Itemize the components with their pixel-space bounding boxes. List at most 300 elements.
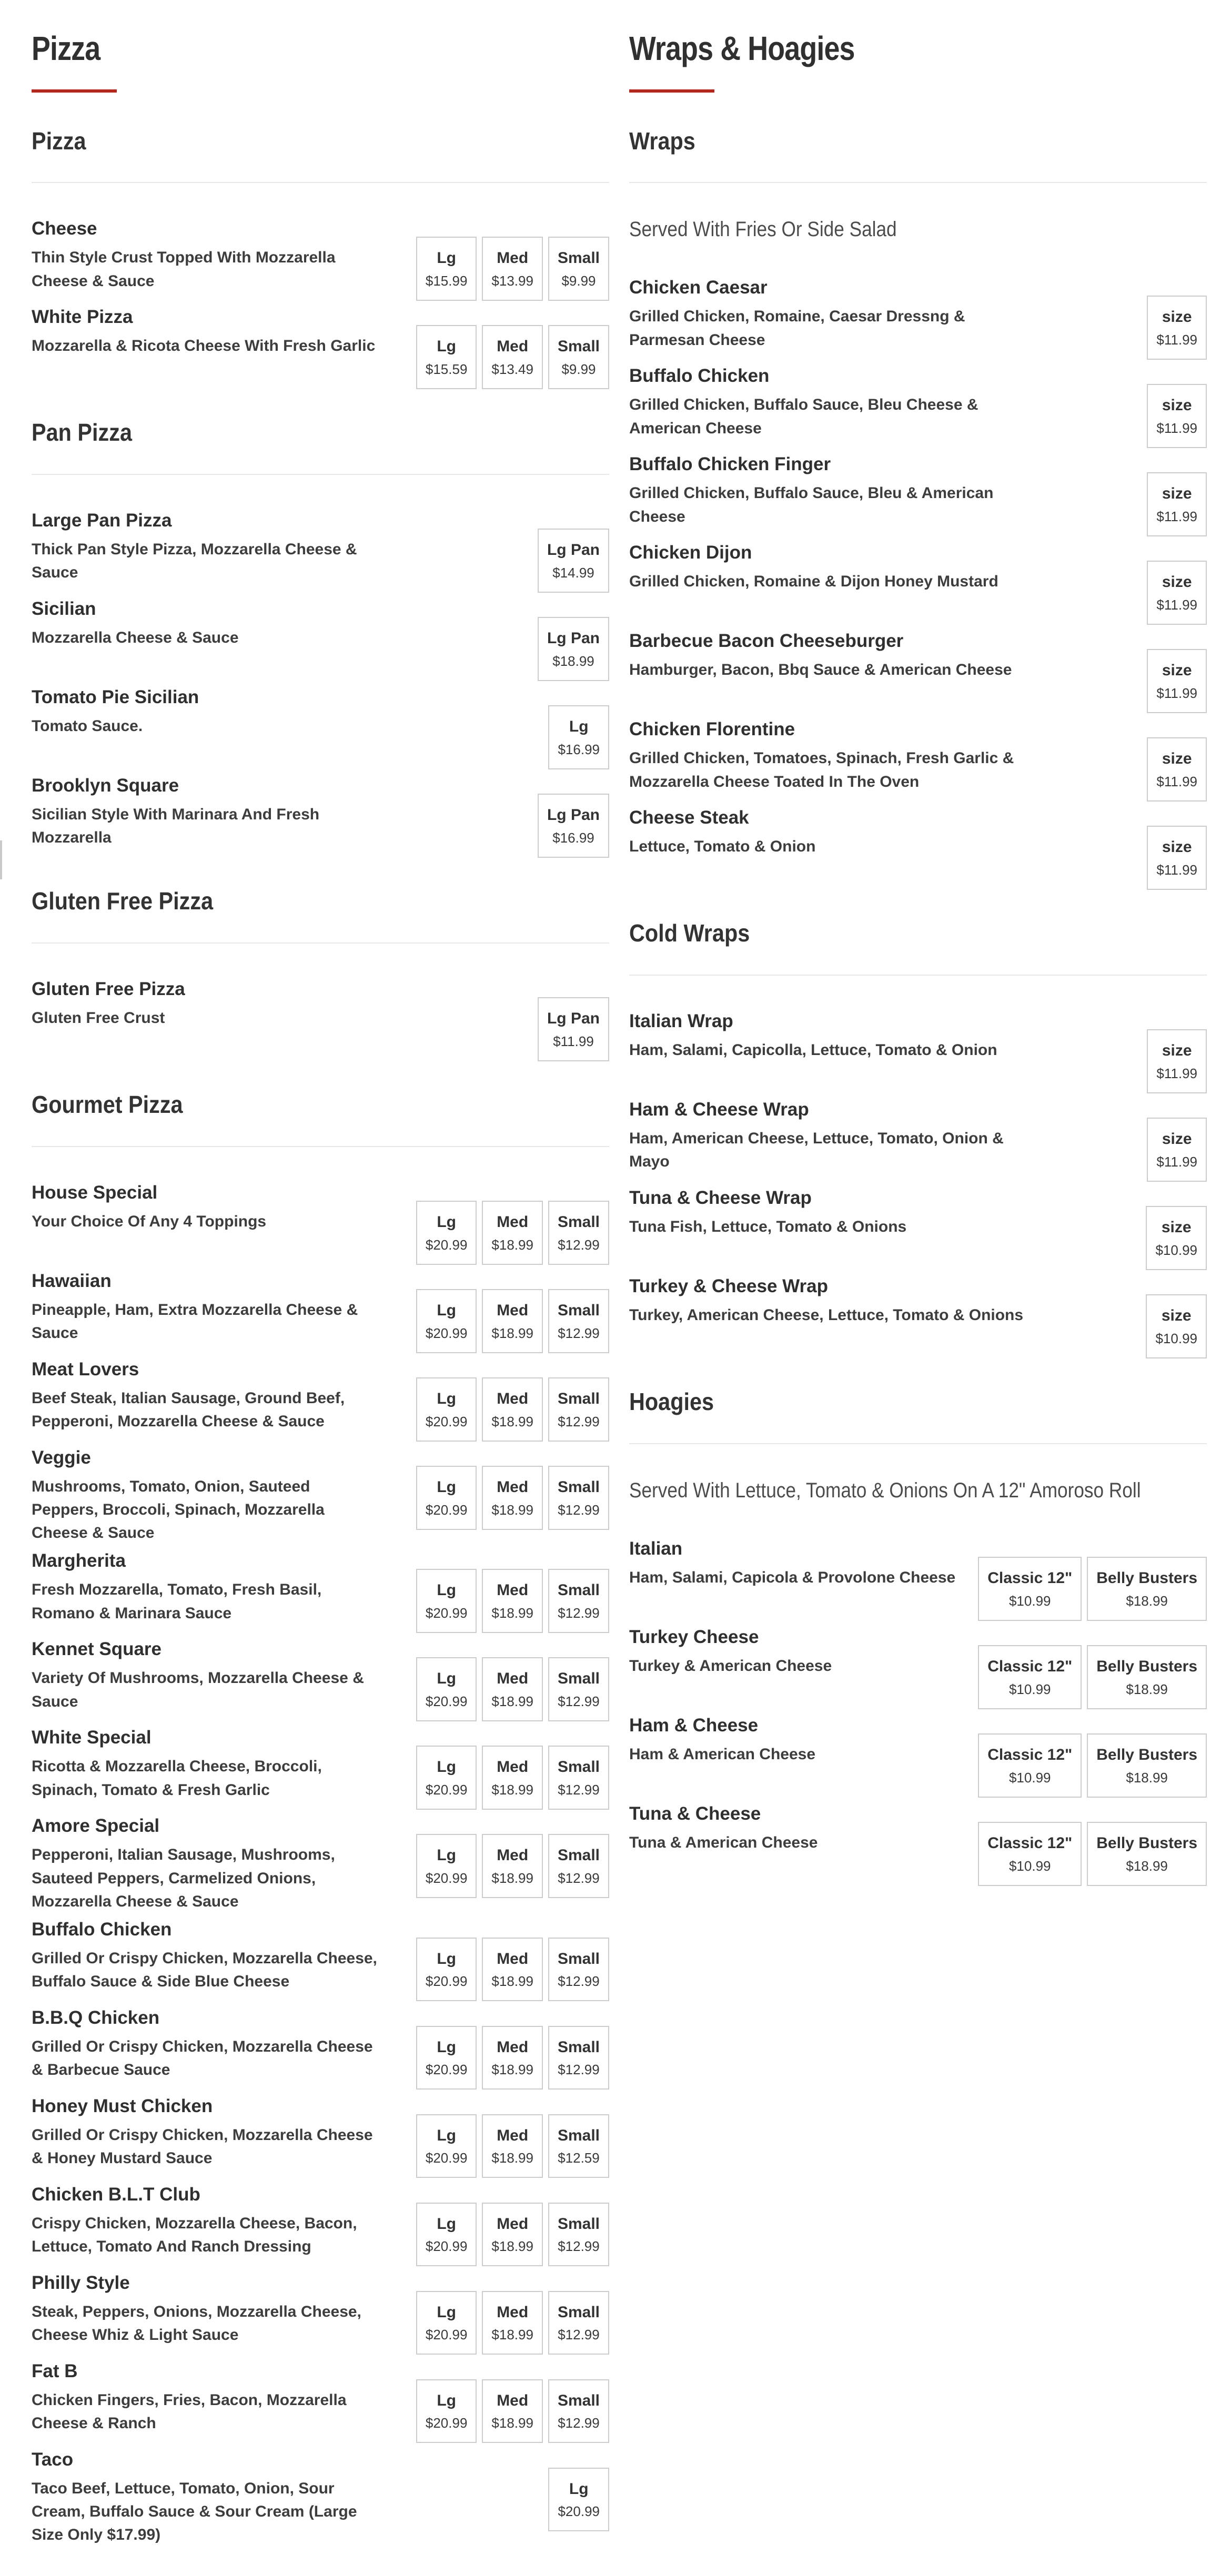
price-options xyxy=(416,1657,609,1721)
price-option-label: size xyxy=(1162,308,1192,326)
price-option-label: Med xyxy=(497,1302,529,1320)
price-options xyxy=(416,1466,609,1530)
price-option-value: $18.99 xyxy=(1126,1769,1168,1786)
price-option-label: Med xyxy=(497,1670,529,1688)
item-name: Tomato Pie Sicilian xyxy=(32,687,199,708)
price-option-value: $10.99 xyxy=(1008,1769,1051,1786)
price-option-button[interactable] xyxy=(416,237,477,301)
price-option-button[interactable] xyxy=(548,1569,609,1633)
menu-item xyxy=(32,2094,609,2178)
price-option-button[interactable] xyxy=(1147,649,1207,713)
item-name: Cheese xyxy=(32,218,97,239)
price-option-button[interactable] xyxy=(548,705,609,769)
price-options xyxy=(1147,1118,1207,1182)
price-option-value: $20.99 xyxy=(425,1236,468,1253)
price-option-label: Med xyxy=(497,2215,529,2233)
item-description: Mushrooms, Tomato, Onion, Sauteed Peppers, Broccoli, Spinach, Mozzarella Cheese & Sauce xyxy=(32,1478,325,1542)
item-description: Thick Pan Style Pizza, Mozzarella Cheese & Sauce xyxy=(32,541,357,582)
item-name: Ham & Cheese xyxy=(629,1715,759,1736)
price-options xyxy=(416,1569,609,1633)
price-option-label: Lg xyxy=(437,2215,456,2233)
price-option-label: Med xyxy=(497,1581,529,1599)
item-description: Ham & American Cheese xyxy=(629,1746,816,1763)
price-option-button[interactable] xyxy=(1087,1822,1207,1886)
item-description: Grilled Or Crispy Chicken, Mozzarella Cheese & Barbecue Sauce xyxy=(32,2037,373,2078)
price-option-button[interactable] xyxy=(548,1657,609,1721)
price-option-button[interactable] xyxy=(548,1289,609,1353)
price-option-button[interactable] xyxy=(482,1938,543,2002)
section-divider xyxy=(629,975,1207,976)
price-options xyxy=(416,1746,609,1810)
menu-item xyxy=(32,1269,609,1353)
menu-item xyxy=(32,305,609,389)
price-option-button[interactable] xyxy=(416,2291,477,2355)
menu-item-info xyxy=(629,1009,1010,1062)
price-options xyxy=(416,1201,609,1265)
menu-item-info xyxy=(32,217,391,292)
price-option-label: Small xyxy=(557,2303,600,2321)
price-option-label: Small xyxy=(557,2391,600,2409)
price-option-label: Lg xyxy=(437,1478,456,1496)
item-name: Large Pan Pizza xyxy=(32,510,172,531)
price-option-value: $12.99 xyxy=(558,2327,600,2343)
price-option-button[interactable] xyxy=(416,1289,477,1353)
item-name: Chicken Florentine xyxy=(629,719,795,740)
wraps-hoagies-column xyxy=(629,29,1207,2576)
item-description: Grilled Chicken, Buffalo Sauce, Bleu & American Cheese xyxy=(629,484,994,525)
menu-section xyxy=(629,919,1207,1358)
menu-item-info xyxy=(32,774,391,849)
price-option-button[interactable] xyxy=(548,237,609,301)
price-option-value: $10.99 xyxy=(1155,1330,1197,1346)
price-option-value: $10.99 xyxy=(1155,1242,1197,1258)
price-option-button[interactable] xyxy=(1147,737,1207,802)
menu-item-info xyxy=(629,276,1057,351)
price-option-value: $16.99 xyxy=(552,829,594,846)
item-description: Grilled Chicken, Romaine, Caesar Dressng & Parmesan Cheese xyxy=(629,308,965,349)
price-option-label: Small xyxy=(557,2126,600,2144)
price-options xyxy=(416,1377,609,1442)
menu-item-info xyxy=(32,509,391,584)
price-option-label: Lg xyxy=(437,249,456,267)
price-option-value: $12.99 xyxy=(558,2415,600,2431)
item-description: Turkey, American Cheese, Lettuce, Tomato & Onions xyxy=(629,1306,1024,1324)
price-option-value: $13.99 xyxy=(491,272,533,289)
section-divider xyxy=(32,942,609,944)
price-option-button[interactable] xyxy=(416,1938,477,2002)
price-option-button[interactable] xyxy=(1146,1206,1207,1270)
price-option-label: Med xyxy=(497,1390,529,1408)
price-option-button[interactable] xyxy=(416,1657,477,1721)
price-option-label: Small xyxy=(557,1950,600,1968)
price-option-value: $9.99 xyxy=(561,361,596,377)
price-option-label: size xyxy=(1162,838,1192,856)
menu-item xyxy=(629,806,1207,890)
price-option-button[interactable] xyxy=(1147,1118,1207,1182)
price-option-button[interactable] xyxy=(538,617,609,681)
price-option-value: $20.99 xyxy=(425,1870,468,1886)
price-option-label: Lg xyxy=(437,1390,456,1408)
price-option-label: Med xyxy=(497,249,529,267)
section-title: Pizza xyxy=(32,127,86,155)
price-option-button[interactable] xyxy=(1147,1029,1207,1093)
price-option-label: Small xyxy=(557,1302,600,1320)
price-options xyxy=(548,705,609,769)
price-option-value: $18.99 xyxy=(491,1781,533,1798)
price-options xyxy=(416,1834,609,1898)
price-option-button[interactable] xyxy=(548,1834,609,1898)
price-option-value: $11.99 xyxy=(1156,420,1197,436)
price-options xyxy=(416,2203,609,2267)
item-description: Turkey & American Cheese xyxy=(629,1657,832,1675)
price-options xyxy=(1147,1029,1207,1093)
price-option-button[interactable] xyxy=(1087,1557,1207,1621)
price-option-label: Med xyxy=(497,2126,529,2144)
price-option-button[interactable] xyxy=(416,1569,477,1633)
price-option-button[interactable] xyxy=(548,1746,609,1810)
item-description: Grilled Chicken, Romaine & Dijon Honey Mustard xyxy=(629,573,998,591)
price-option-label: Lg xyxy=(437,1302,456,1320)
price-option-value: $12.59 xyxy=(558,2150,600,2166)
price-option-value: $11.99 xyxy=(1156,1065,1197,1081)
category-header xyxy=(629,29,1207,93)
menu-item xyxy=(32,1446,609,1545)
price-option-label: Classic 12" xyxy=(987,1569,1073,1587)
price-option-label: Small xyxy=(557,2215,600,2233)
price-option-button[interactable] xyxy=(416,1377,477,1442)
item-name: Ham & Cheese Wrap xyxy=(629,1099,809,1120)
price-option-button[interactable] xyxy=(482,1746,543,1810)
price-option-label: Lg xyxy=(437,1950,456,1968)
price-option-value: $12.99 xyxy=(558,1870,600,1886)
price-options xyxy=(1147,649,1207,713)
section-divider xyxy=(629,1443,1207,1444)
menu-item-info xyxy=(32,1446,391,1545)
section-note: Served With Lettuce, Tomato & Onions On A 12" Amoroso Roll xyxy=(629,1479,1141,1503)
price-options xyxy=(416,2291,609,2355)
price-option-value: $18.99 xyxy=(491,1325,533,1341)
price-option-button[interactable] xyxy=(416,1466,477,1530)
price-option-label: Lg Pan xyxy=(547,1010,600,1028)
price-option-value: $18.99 xyxy=(491,1502,533,1518)
price-option-button[interactable] xyxy=(548,1466,609,1530)
menu-item xyxy=(32,1637,609,1721)
menu-item xyxy=(32,2006,609,2090)
price-option-button[interactable] xyxy=(548,2203,609,2267)
price-option-value: $11.99 xyxy=(1156,861,1197,878)
price-option-button[interactable] xyxy=(548,325,609,389)
price-option-button[interactable] xyxy=(538,997,609,1061)
price-option-label: Small xyxy=(557,1478,600,1496)
menu-item-info xyxy=(32,1918,391,1993)
menu-item-info xyxy=(629,1274,1036,1327)
item-description: Grilled Chicken, Tomatoes, Spinach, Fresh Garlic & Mozzarella Cheese Toated In The Oven xyxy=(629,749,1014,790)
menu-item-info xyxy=(629,1098,1057,1173)
price-option-label: Small xyxy=(557,1213,600,1231)
category-title: Pizza xyxy=(32,29,100,67)
price-option-value: $20.99 xyxy=(425,1325,468,1341)
price-option-button[interactable] xyxy=(482,325,543,389)
menu-item-info xyxy=(629,1537,968,1589)
menu-item-info xyxy=(32,1726,391,1801)
item-name: Chicken Dijon xyxy=(629,542,752,563)
price-option-value: $20.99 xyxy=(425,2415,468,2431)
price-option-label: Lg Pan xyxy=(547,630,600,647)
menu-item-info xyxy=(629,452,1057,528)
menu-item xyxy=(32,2271,609,2355)
price-option-button[interactable] xyxy=(482,2114,543,2178)
item-name: Honey Must Chicken xyxy=(32,2095,213,2116)
section-title: Cold Wraps xyxy=(629,919,750,947)
price-option-value: $20.99 xyxy=(425,1973,468,1990)
item-name: White Special xyxy=(32,1727,152,1748)
price-option-value: $10.99 xyxy=(1008,1681,1051,1697)
price-option-button[interactable] xyxy=(482,1466,543,1530)
price-option-button[interactable] xyxy=(482,2203,543,2267)
price-option-button[interactable] xyxy=(1087,1733,1207,1798)
price-option-value: $18.99 xyxy=(491,2238,533,2255)
menu-item-info xyxy=(32,597,251,650)
price-options xyxy=(978,1822,1207,1886)
price-option-value: $20.99 xyxy=(425,2327,468,2343)
item-name: Kennet Square xyxy=(32,1639,162,1660)
price-option-label: Small xyxy=(557,1847,600,1864)
menu-section xyxy=(32,419,609,858)
item-description: Grilled Chicken, Buffalo Sauce, Bleu Cheese & American Cheese xyxy=(629,396,978,437)
price-option-button[interactable] xyxy=(482,1377,543,1442)
pizza-column xyxy=(32,29,609,2576)
price-options xyxy=(978,1557,1207,1621)
price-option-button[interactable] xyxy=(482,2026,543,2090)
price-option-button[interactable] xyxy=(1147,561,1207,625)
price-option-label: Classic 12" xyxy=(987,1834,1073,1852)
price-option-button[interactable] xyxy=(482,2379,543,2443)
price-option-label: Med xyxy=(497,1950,529,1968)
menu-item-info xyxy=(32,1181,279,1233)
price-option-label: size xyxy=(1162,662,1192,680)
price-option-button[interactable] xyxy=(416,1834,477,1898)
price-option-button[interactable] xyxy=(548,2291,609,2355)
price-option-label: size xyxy=(1162,485,1192,503)
price-option-value: $13.49 xyxy=(491,361,533,377)
price-option-label: Small xyxy=(557,249,600,267)
price-options xyxy=(1147,561,1207,625)
price-option-button[interactable] xyxy=(416,2026,477,2090)
price-option-label: Small xyxy=(557,1581,600,1599)
price-option-button[interactable] xyxy=(416,1201,477,1265)
price-option-value: $20.99 xyxy=(425,2150,468,2166)
menu-item-info xyxy=(629,541,1011,593)
menu-item xyxy=(32,1814,609,1913)
menu-item-info xyxy=(32,2006,391,2082)
menu-item xyxy=(629,1274,1207,1358)
item-name: Turkey Cheese xyxy=(629,1627,759,1648)
price-options xyxy=(416,2379,609,2443)
price-option-value: $12.99 xyxy=(558,1236,600,1253)
item-name: Hawaiian xyxy=(32,1271,112,1292)
item-name: Veggie xyxy=(32,1447,91,1468)
section-title: Gourmet Pizza xyxy=(32,1091,183,1119)
price-option-button[interactable] xyxy=(548,1201,609,1265)
price-option-button[interactable] xyxy=(538,794,609,858)
price-option-value: $12.99 xyxy=(558,1413,600,1429)
menu-item xyxy=(32,774,609,858)
price-option-button[interactable] xyxy=(978,1645,1082,1709)
item-description: Taco Beef, Lettuce, Tomato, Onion, Sour Cream, Buffalo Sauce & Sour Cream (Large Size Only $17.99) xyxy=(32,2479,357,2543)
price-options xyxy=(1147,296,1207,360)
menu-section xyxy=(629,127,1207,890)
item-description: Grilled Or Crispy Chicken, Mozzarella Cheese & Honey Mustard Sauce xyxy=(32,2126,373,2167)
menu-item xyxy=(629,717,1207,802)
item-description: Steak, Peppers, Onions, Mozzarella Cheese, Cheese Whiz & Light Sauce xyxy=(32,2303,361,2344)
section-title: Wraps xyxy=(629,127,695,155)
price-option-label: Med xyxy=(497,1478,529,1496)
item-name: Italian xyxy=(629,1538,683,1559)
price-option-button[interactable] xyxy=(1147,296,1207,360)
menu-item-info xyxy=(629,717,1057,793)
price-option-label: Med xyxy=(497,2038,529,2056)
price-option-value: $11.99 xyxy=(1156,331,1197,348)
price-option-value: $10.99 xyxy=(1008,1593,1051,1609)
item-name: Gluten Free Pizza xyxy=(32,979,185,1000)
price-option-label: Lg xyxy=(437,2038,456,2056)
price-option-button[interactable] xyxy=(548,2114,609,2178)
price-options xyxy=(1147,384,1207,448)
price-option-label: Med xyxy=(497,338,529,356)
price-option-value: $11.99 xyxy=(1156,596,1197,613)
item-description: Lettuce, Tomato & Onion xyxy=(629,838,816,856)
menu-section xyxy=(32,887,609,1061)
price-option-label: size xyxy=(1161,1307,1192,1325)
price-option-button[interactable] xyxy=(482,1289,543,1353)
menu-item xyxy=(32,1549,609,1633)
price-options xyxy=(538,794,609,858)
price-option-label: Small xyxy=(557,2038,600,2056)
item-description: Chicken Fingers, Fries, Bacon, Mozzarella Cheese & Ranch xyxy=(32,2391,347,2432)
menu-item-info xyxy=(32,1637,391,1713)
price-option-button[interactable] xyxy=(978,1733,1082,1798)
item-name: Buffalo Chicken xyxy=(629,366,770,387)
item-description: Grilled Or Crispy Chicken, Mozzarella Cheese, Buffalo Sauce & Side Blue Cheese xyxy=(32,1949,377,1990)
price-option-label: Lg Pan xyxy=(547,541,600,559)
section-divider xyxy=(32,474,609,475)
price-option-button[interactable] xyxy=(482,2291,543,2355)
menu-item-info xyxy=(32,2448,391,2547)
price-option-button[interactable] xyxy=(416,2379,477,2443)
price-option-button[interactable] xyxy=(416,325,477,389)
price-option-value: $18.99 xyxy=(491,2415,533,2431)
menu-item xyxy=(629,452,1207,536)
price-option-label: size xyxy=(1162,573,1192,591)
menu-item xyxy=(32,217,609,301)
price-option-button[interactable] xyxy=(416,1746,477,1810)
menu-section xyxy=(32,127,609,390)
price-option-label: Med xyxy=(497,1847,529,1864)
category-title: Wraps & Hoagies xyxy=(629,29,855,67)
price-option-button[interactable] xyxy=(482,1657,543,1721)
price-option-value: $14.99 xyxy=(552,564,594,581)
section-divider xyxy=(32,1146,609,1147)
price-option-button[interactable] xyxy=(1147,384,1207,448)
section-title: Gluten Free Pizza xyxy=(32,887,214,915)
price-option-button[interactable] xyxy=(416,2114,477,2178)
price-option-value: $18.99 xyxy=(1126,1858,1168,1874)
price-option-label: Small xyxy=(557,1390,600,1408)
price-option-button[interactable] xyxy=(548,1377,609,1442)
price-option-label: Lg xyxy=(437,2126,456,2144)
menu-item-info xyxy=(629,1186,919,1239)
menu-section xyxy=(629,1388,1207,1886)
price-option-value: $9.99 xyxy=(561,272,596,289)
price-option-value: $12.99 xyxy=(558,2062,600,2078)
price-option-button[interactable] xyxy=(482,1569,543,1633)
price-option-value: $20.99 xyxy=(425,1693,468,1709)
price-option-button[interactable] xyxy=(1147,472,1207,536)
item-description: Beef Steak, Italian Sausage, Ground Beef, Pepperoni, Mozzarella Cheese & Sauce xyxy=(32,1390,345,1431)
price-option-label: size xyxy=(1162,1130,1192,1148)
price-option-value: $18.99 xyxy=(491,1693,533,1709)
price-option-button[interactable] xyxy=(548,2026,609,2090)
price-option-button[interactable] xyxy=(548,2468,609,2532)
menu-item xyxy=(32,1357,609,1442)
price-option-button[interactable] xyxy=(538,529,609,593)
price-option-button[interactable] xyxy=(978,1557,1082,1621)
item-name: Buffalo Chicken xyxy=(32,1919,172,1940)
price-option-value: $11.99 xyxy=(1156,508,1197,524)
item-name: Sicilian xyxy=(32,599,96,620)
price-option-button[interactable] xyxy=(1146,1294,1207,1358)
price-option-value: $11.99 xyxy=(1156,685,1197,701)
menu-item xyxy=(32,977,609,1061)
menu-item xyxy=(629,1802,1207,1886)
price-options xyxy=(1147,472,1207,536)
price-option-button[interactable] xyxy=(1087,1645,1207,1709)
price-options xyxy=(538,997,609,1061)
price-option-label: Lg xyxy=(437,2391,456,2409)
page-edge-artifact xyxy=(0,840,2,879)
price-option-label: Lg xyxy=(437,1213,456,1231)
price-option-label: Med xyxy=(497,1758,529,1776)
price-option-button[interactable] xyxy=(978,1822,1082,1886)
price-option-button[interactable] xyxy=(1147,826,1207,890)
section-note: Served With Fries Or Side Salad xyxy=(629,218,897,241)
item-name: Fat B xyxy=(32,2360,78,2381)
item-description: Your Choice Of Any 4 Toppings xyxy=(32,1213,267,1231)
price-option-label: Med xyxy=(497,1213,529,1231)
price-option-button[interactable] xyxy=(482,1201,543,1265)
menu-item-info xyxy=(32,2271,391,2347)
price-option-button[interactable] xyxy=(548,2379,609,2443)
category-underline xyxy=(32,89,117,93)
item-description: Ham, American Cheese, Lettuce, Tomato, Onion & Mayo xyxy=(629,1130,1004,1171)
price-option-button[interactable] xyxy=(482,237,543,301)
item-name: Taco xyxy=(32,2449,74,2470)
price-option-button[interactable] xyxy=(548,1938,609,2002)
item-name: Chicken Caesar xyxy=(629,277,768,298)
item-name: Italian Wrap xyxy=(629,1011,733,1032)
item-name: Margherita xyxy=(32,1550,126,1571)
menu-item-info xyxy=(629,806,828,858)
price-option-button[interactable] xyxy=(482,1834,543,1898)
price-option-label: Classic 12" xyxy=(987,1746,1073,1764)
price-option-value: $18.99 xyxy=(491,1973,533,1990)
price-option-value: $18.99 xyxy=(552,653,594,669)
price-option-value: $18.99 xyxy=(491,1870,533,1886)
price-options xyxy=(416,1289,609,1353)
price-option-label: size xyxy=(1162,397,1192,414)
price-option-value: $18.99 xyxy=(491,1413,533,1429)
price-option-button[interactable] xyxy=(416,2203,477,2267)
